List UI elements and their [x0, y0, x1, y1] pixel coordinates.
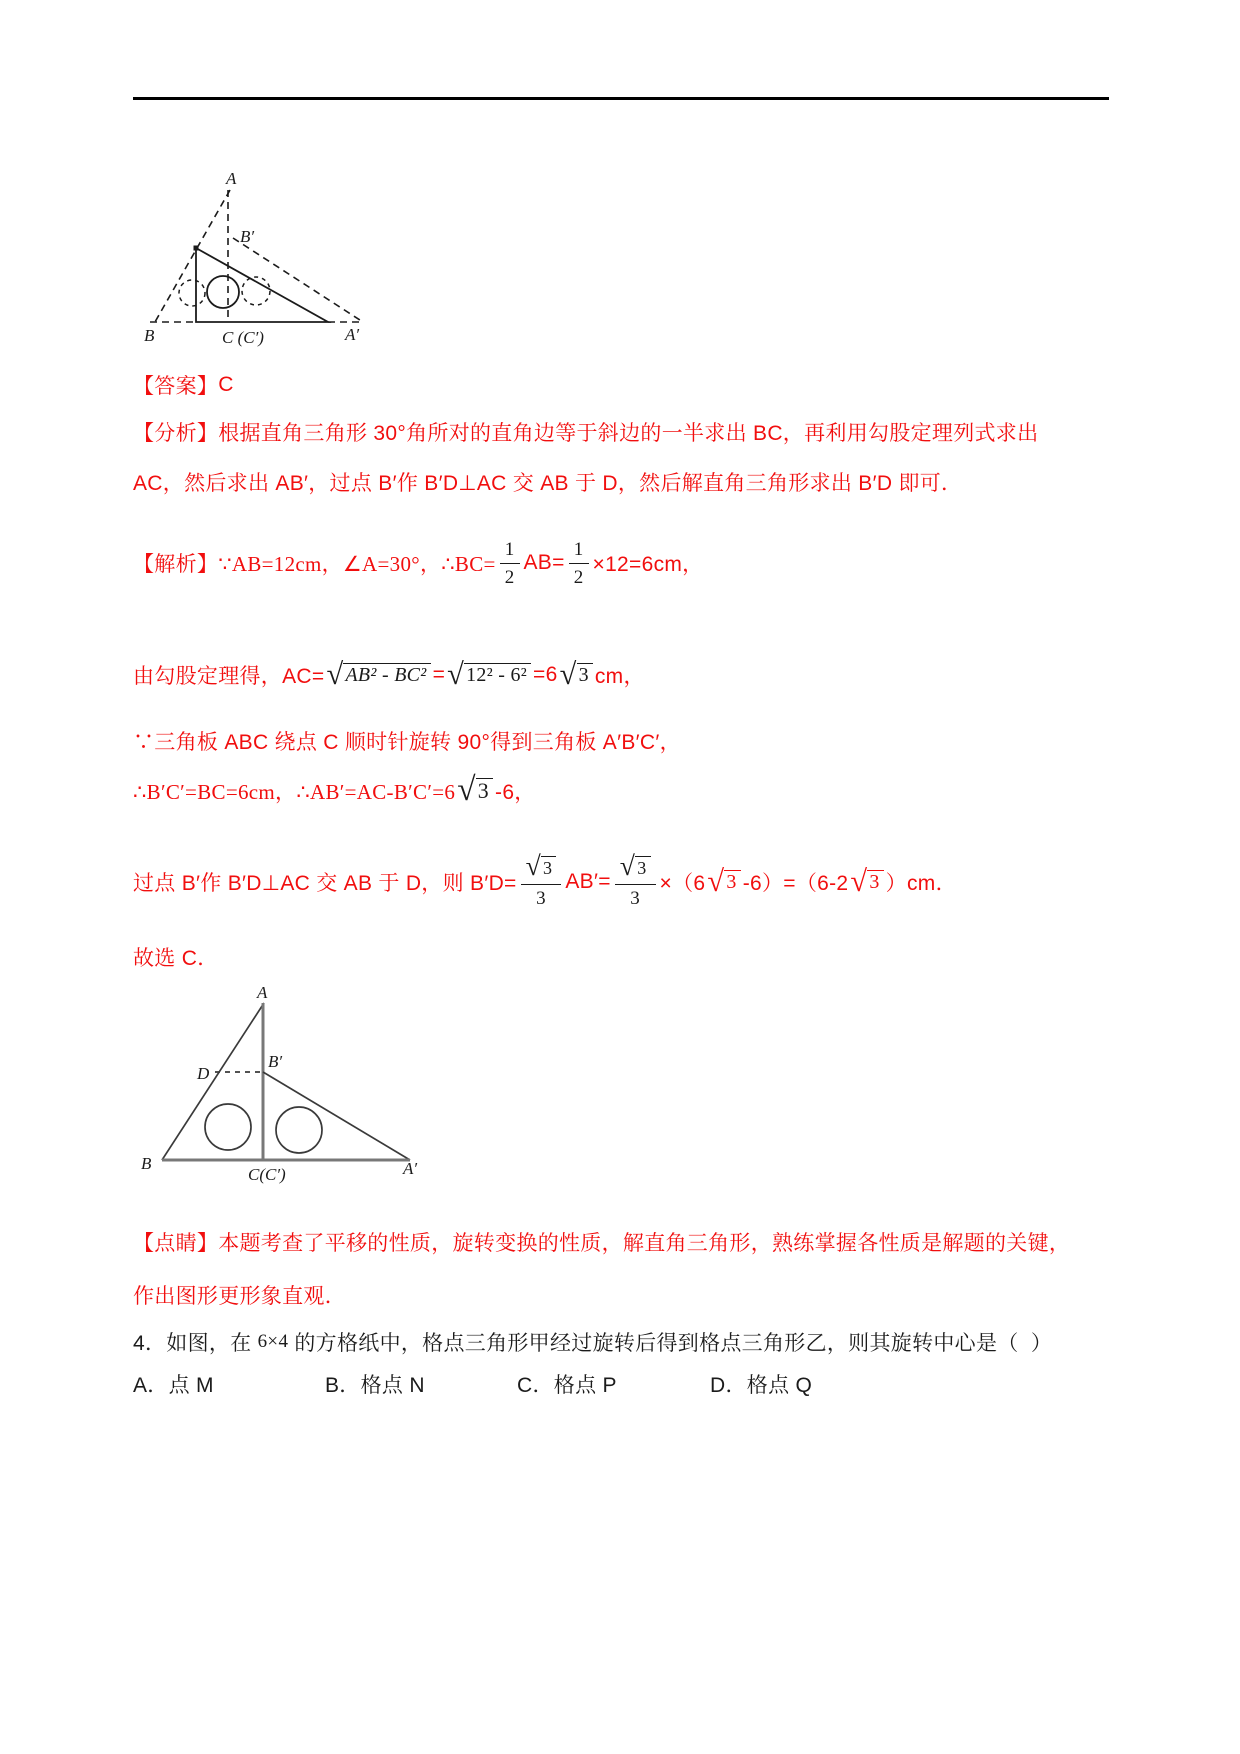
fig1-left-dashed-edge — [155, 190, 230, 322]
fig1-solid-circle — [207, 276, 239, 308]
sqrt-3-red — [850, 863, 883, 898]
option-b: B．格点 N — [325, 1374, 425, 1397]
solution-l5-mid: AB′= — [565, 870, 611, 893]
question-4-post: 的方格纸中，格点三角形甲经过旋转后得到格点三角形乙，则其旋转中心是（ ） — [288, 1332, 1053, 1355]
frac-den: 3 — [536, 888, 546, 909]
fig2-label-A-prime: A′ — [403, 1159, 418, 1178]
analysis-text-1: 根据直角三角形 30°角所对的直角边等于斜边的一半求出 BC，再利用勾股定理列式求出 — [218, 422, 1039, 445]
note-text-2: 作出图形更形象直观． — [133, 1285, 346, 1308]
solution-l1-end: ×12=6cm， — [592, 553, 704, 576]
top-rule-divider — [133, 97, 1109, 100]
solution-l4-end: -6， — [495, 781, 536, 804]
fraction-one-half-2 — [569, 540, 589, 587]
fig2-label-D: D — [197, 1064, 210, 1083]
note-text-1: 本题考查了平移的性质，旋转变换的性质，解直角三角形，熟练掌握各性质是解题的关键， — [218, 1232, 1071, 1255]
solution-line-2 — [133, 651, 645, 699]
sqrt-radicand: 3 — [577, 663, 593, 686]
solution-l2-eq: = — [432, 663, 446, 686]
sqrt-radicand: AB² - BC² — [343, 663, 430, 686]
fig1-vertex-dot — [194, 246, 199, 251]
frac-num — [615, 850, 656, 885]
solution-label: 【解析】 — [133, 553, 219, 576]
solution-line-1 — [133, 534, 703, 592]
figure-rotation-triangle-1 — [130, 140, 370, 348]
solution-line-5 — [133, 843, 957, 921]
analysis-line-2 — [133, 467, 962, 497]
sqrt-radicand: 3 — [635, 856, 650, 877]
frac-den: 3 — [630, 888, 641, 909]
note-label: 【点睛】 — [133, 1232, 219, 1255]
fig1-dashed-circle-left — [179, 280, 205, 306]
answer-value: C — [218, 373, 234, 396]
frac-num: 1 — [500, 540, 520, 564]
note-line-1 — [133, 1227, 1070, 1257]
figure-rotation-triangle-2 — [133, 972, 433, 1184]
sqrt-122-62 — [447, 656, 531, 691]
sqrt-AB2-BC2 — [326, 656, 430, 691]
sqrt-radicand: 12² - 6² — [464, 663, 531, 686]
sqrt-sign: √ — [525, 850, 542, 881]
sqrt-sign: √ — [559, 656, 577, 691]
fig2-label-B: B — [141, 1154, 152, 1173]
solution-conclusion — [133, 942, 219, 972]
fig2-label-B-prime: B′ — [268, 1052, 283, 1071]
solution-l1-mid: AB= — [523, 551, 565, 574]
fraction-sqrt3-over-3-1 — [521, 850, 562, 909]
analysis-line-1 — [133, 417, 1038, 447]
frac-num: 1 — [569, 540, 589, 564]
fig2-label-C: C(C′) — [248, 1165, 286, 1184]
fig1-label-C: C (C′) — [222, 328, 264, 347]
fig1-label-B: B — [144, 326, 155, 345]
sqrt-3 — [457, 770, 493, 808]
fig1-label-A-prime: A′ — [345, 325, 360, 344]
solution-line-4 — [133, 768, 536, 814]
analysis-label: 【分析】 — [133, 422, 219, 445]
option-c: C．格点 P — [517, 1374, 617, 1397]
fraction-sqrt3-over-3-2 — [615, 850, 656, 909]
answer-label: 【答案】 — [133, 375, 219, 398]
sqrt-radicand: 3 — [867, 870, 883, 893]
sqrt-sign: √ — [326, 656, 344, 691]
sqrt-sign: √ — [457, 770, 476, 808]
solution-l5-mid2: ×（6 — [659, 872, 706, 895]
sqrt-radicand: 3 — [541, 856, 556, 877]
sqrt-sign: √ — [850, 863, 868, 898]
question-4-pre: 4．如图，在 — [133, 1332, 258, 1355]
fig1-label-A: A — [226, 169, 237, 188]
solution-l2-mid: =6 — [533, 663, 558, 686]
option-a: A．点 M — [133, 1374, 214, 1397]
sqrt-radicand: 3 — [724, 870, 740, 893]
fig2-label-A: A — [257, 983, 268, 1002]
frac-num — [521, 850, 562, 885]
fraction-one-half-1 — [500, 540, 520, 587]
analysis-text-2: AC，然后求出 AB′，过点 B′作 B′D⊥AC 交 AB 于 D，然后解直角三角形求出 B′D 即可． — [133, 472, 963, 495]
sqrt-sign: √ — [707, 863, 725, 898]
solution-l2-pre: 由勾股定理得，AC= — [133, 665, 325, 688]
fig2-right-edge — [263, 1072, 410, 1160]
sqrt-sign: √ — [447, 656, 465, 691]
sqrt-3-red — [707, 863, 740, 898]
frac-den: 2 — [573, 566, 584, 588]
option-d: D．格点 Q — [710, 1374, 813, 1397]
solution-l1-pre: ∵AB=12cm，∠A=30°，∴BC= — [218, 552, 496, 576]
solution-l2-end: cm， — [594, 665, 645, 688]
fig1-label-B-prime: B′ — [240, 227, 255, 246]
answer-line — [133, 370, 234, 400]
sqrt-sign: √ — [619, 850, 636, 881]
frac-den: 2 — [504, 566, 515, 588]
sqrt-radicand: 3 — [476, 778, 493, 803]
fig1-solid-triangle — [196, 248, 328, 322]
conclusion-text: 故选 C． — [133, 947, 219, 970]
solution-l3-text: ∵三角板 ABC 绕点 C 顺时针旋转 90°得到三角板 A′B′C′， — [133, 731, 681, 754]
note-line-2 — [133, 1280, 346, 1310]
fig2-circle-right — [276, 1107, 322, 1153]
question-4-grid-size: 6×4 — [257, 1331, 289, 1352]
sqrt-3 — [559, 656, 593, 691]
question-4-line — [133, 1327, 1052, 1357]
solution-l5-pre: 过点 B′作 B′D⊥AC 交 AB 于 D，则 B′D= — [133, 872, 517, 895]
fig2-circle-left — [205, 1104, 251, 1150]
solution-l5-end: ）cm． — [885, 872, 957, 895]
solution-line-3 — [133, 726, 681, 756]
solution-l4-pre: ∴B′C′=BC=6cm，∴AB′=AC-B′C′=6 — [133, 780, 456, 804]
solution-l5-mid3: -6）=（6-2 — [742, 872, 849, 895]
